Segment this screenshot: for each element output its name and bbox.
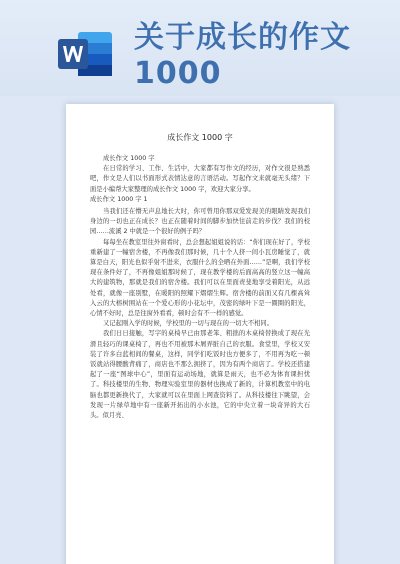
document-heading: 成长作文 1000 字 bbox=[167, 133, 233, 142]
doc-paragraph: 每每坐在教室里往外窗看时，总会想起姐姐说的话：“你们现在好了，学校重新建了一幢宿舍楼，不再像我们那时候，几十个人挤一间小瓦房睡觉了，就算是白天，阳光也似乎射不进来，衣服什么的全晒在外面……”是啊，我们学校现在条件好了，不再像姐姐那时候了，现在教学楼的后面高高的竖立这一幢高大的建筑物，那就是我们的宿舍楼。我们可以在里面责斐地享受着阳光，从远处看，就像一座别墅，在暖阳的照耀下熠熠生辉。宿舍楼的前面又有几棵高耸入云的大榕树围站在一个爱心形的小花坛中，茂密的绿叶下是一圈圈的阳光，心情不好时，总是往窗外看看，顿时会有不一样的感觉。 bbox=[90, 238, 310, 318]
header-banner bbox=[0, 0, 400, 96]
doc-paragraph: 在日常的学习、工作、生活中，大家都有写作文的经历，对作文很是熟悉吧，作文是人们以书面形式表情达意的言语活动。写起作文来就毫无头绪？下面是小编帮大家整理的成长作文 1000 字，欢迎大家分享。 bbox=[90, 165, 310, 193]
doc-paragraph: 成长作文 1000 字 bbox=[103, 155, 155, 162]
document-preview bbox=[66, 104, 334, 564]
document-body bbox=[90, 154, 310, 421]
doc-paragraph: 又记起刚入学的时候，学校里的一切与现在的一切大不相同。 bbox=[103, 320, 274, 328]
doc-paragraph: 我们日日接触，写字的桌椅早已由那老笨、粗拙的木桌椅替换成了现在光滑且轻巧的课桌椅了，再也不用被那木屑弄脏自己的衣服。食堂里，学校又安装了许多白蓝相间的餐桌，这样，同学们吃饭时也方便多了，不用再为吃一顿饭就站得腰酸背痛了，商店也不那么拥挤了，因为有两个商店了。学校还搭建起了一座“图球中心”，里面有运动场地，就算是雨天，也不必为体育课担忧了。科技楼里的生物、物理实验室里的器材也换成了新的，计算机教室中的电脑也都更新换代了，大家就可以在里面上网查资料了。从科技楼往下眺望，会发现一片绿草地中有一座新开拓出的小水池，它的中央立着一块奇异的大石头。似月亮、 bbox=[90, 330, 310, 420]
doc-subheading: 成长作文 1000 字 1 bbox=[90, 195, 148, 203]
doc-paragraph: 当我们还在懵无声息地长大时，你可曾用你那双爱发现美的眼睛发现我们身边的一切也正在成长？也正在随着时间的脚步加快往前走的步伐？我们的校园……流溪 2 中就是一个很好的例子吗？ bbox=[90, 208, 310, 236]
page-title: 关于成长的作文1000 bbox=[134, 20, 351, 91]
word-doc-icon bbox=[56, 30, 114, 78]
